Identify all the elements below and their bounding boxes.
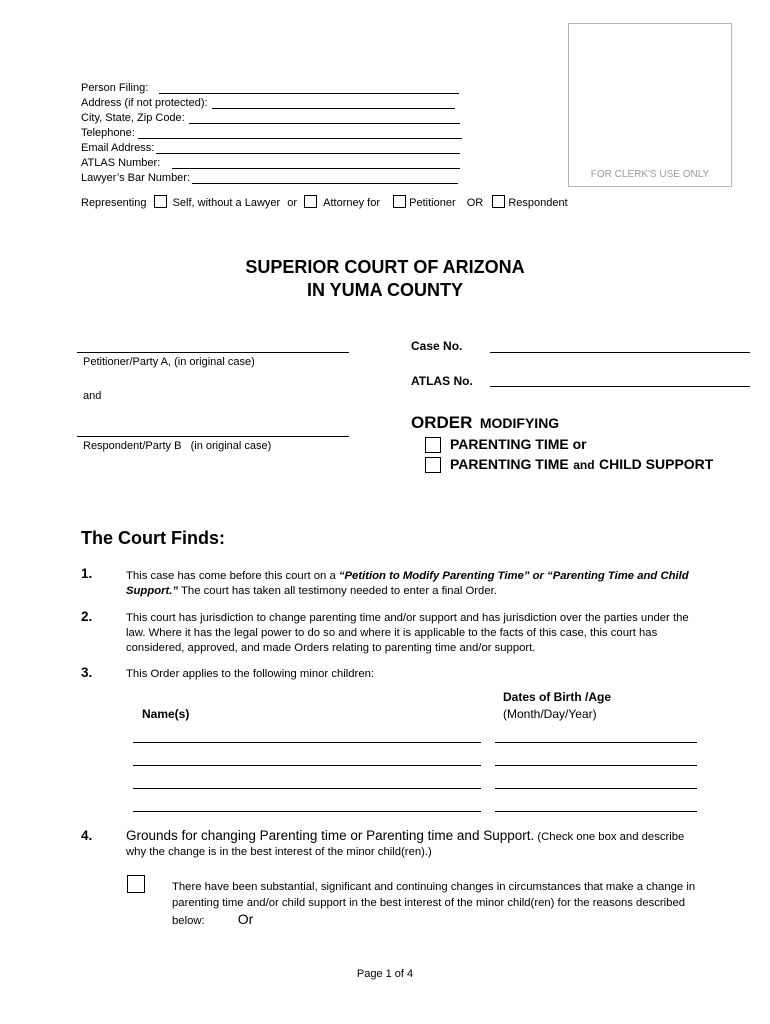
court-title-line2: IN YUMA COUNTY — [306, 280, 463, 300]
representing-row — [81, 195, 568, 209]
or-label: or — [287, 197, 298, 209]
item1-petition-title: “Petition to Modify Parenting Time” or “Parenting Time and Child Support.” — [126, 570, 689, 597]
option2-part-b: and — [573, 458, 595, 472]
telephone-field[interactable] — [138, 138, 462, 139]
respondent-label: Respondent/Party B (in original case) — [83, 440, 272, 452]
address-field[interactable] — [212, 108, 455, 109]
attorney-label: Attorney for — [323, 197, 381, 209]
item1-text — [126, 569, 706, 599]
parenting-time-label: PARENTING TIME or — [450, 436, 587, 452]
court-title-line1: SUPERIOR COURT OF ARIZONA — [245, 257, 525, 277]
parenting-time-support-label — [450, 456, 713, 474]
child-name-field-2[interactable] — [133, 765, 481, 766]
item1-number: 1. — [81, 566, 93, 581]
child-dob-field-2[interactable] — [495, 765, 697, 766]
atlas-number-field[interactable] — [172, 168, 460, 169]
child-name-field-3[interactable] — [133, 788, 481, 789]
option2-part-c: CHILD SUPPORT — [599, 456, 714, 472]
child-dob-field-3[interactable] — [495, 788, 697, 789]
atlas-no-label: ATLAS No. — [411, 374, 473, 388]
dob-format-label: (Month/Day/Year) — [503, 707, 597, 721]
court-finds-heading: The Court Finds: — [81, 528, 225, 548]
order-title — [411, 413, 559, 433]
email-label: Email Address: — [81, 142, 155, 154]
respondent-name-field[interactable] — [77, 436, 349, 437]
item2-number: 2. — [81, 609, 93, 624]
court-title — [0, 256, 770, 302]
item4-note: (Check one box and describe why the change is in the best interest of the minor child(ren).) — [126, 831, 685, 858]
clerk-use-box — [568, 23, 732, 187]
item3-text: This Order applies to the following minor children: — [126, 668, 375, 680]
atlas-no-field[interactable] — [490, 386, 750, 387]
representing-label: Representing — [81, 197, 147, 209]
or-caps-label: OR — [466, 197, 484, 209]
respondent-label: Respondent — [508, 197, 568, 209]
child-dob-field-1[interactable] — [495, 742, 697, 743]
clerk-use-label: FOR CLERK'S USE ONLY — [590, 169, 710, 180]
parenting-time-support-checkbox[interactable] — [425, 457, 441, 473]
item4-number: 4. — [81, 828, 93, 843]
person-filing-field[interactable] — [159, 93, 459, 94]
option2-part-a: PARENTING TIME — [450, 456, 569, 472]
child-name-field-4[interactable] — [133, 811, 481, 812]
names-column-label: Name(s) — [142, 707, 190, 721]
or-separator: Or — [237, 911, 254, 927]
dob-column-label: Dates of Birth /Age — [503, 690, 612, 704]
page-number: Page 1 of 4 — [356, 968, 414, 980]
self-checkbox[interactable] — [154, 195, 167, 208]
item1-part-c: The court has taken all testimony needed to enter a final Order. — [181, 585, 497, 597]
and-label: and — [83, 390, 102, 402]
order-word: ORDER — [411, 413, 473, 432]
case-no-field[interactable] — [490, 352, 750, 353]
petitioner-label: Petitioner — [409, 197, 456, 209]
changed-circumstances-label: There have been substantial, significant and continuing changes in circumstances that make a change in parenting time and/or child support in the best interest of the minor child(ren) for the reasons described below: — [172, 881, 696, 927]
changed-circumstances-text — [172, 879, 702, 929]
petitioner-name-field[interactable] — [77, 352, 349, 353]
case-no-label: Case No. — [411, 339, 463, 353]
address-label: Address (if not protected): — [81, 97, 208, 109]
bar-number-field[interactable] — [192, 183, 458, 184]
respondent-checkbox[interactable] — [492, 195, 505, 208]
item4-title: Grounds for changing Parenting time or Parenting time and Support. — [126, 828, 535, 843]
child-name-field-1[interactable] — [133, 742, 481, 743]
self-label: Self, without a Lawyer — [172, 197, 281, 209]
item1-part-a: This case has come before this court on a — [126, 570, 336, 582]
petitioner-label: Petitioner/Party A, (in original case) — [83, 356, 255, 368]
email-field[interactable] — [156, 153, 460, 154]
child-dob-field-4[interactable] — [495, 811, 697, 812]
city-state-zip-field[interactable] — [189, 123, 460, 124]
item4-text — [126, 828, 706, 860]
parenting-time-checkbox[interactable] — [425, 437, 441, 453]
changed-circumstances-checkbox[interactable] — [127, 875, 145, 893]
person-filing-label: Person Filing: — [81, 82, 149, 94]
attorney-checkbox[interactable] — [304, 195, 317, 208]
modifying-word: MODIFYING — [479, 415, 560, 431]
item2-text: This court has jurisdiction to change parenting time and/or support and has jurisdiction over the parties under the law. Where it has the legal power to do so and where it is applicable to the facts of this case, this court has considered, approved, and made Orders relating to parenting time and/or support. — [126, 612, 689, 654]
atlas-number-label: ATLAS Number: — [81, 157, 161, 169]
bar-number-label: Lawyer’s Bar Number: — [81, 172, 191, 184]
telephone-label: Telephone: — [81, 127, 135, 139]
petitioner-checkbox[interactable] — [393, 195, 406, 208]
city-state-zip-label: City, State, Zip Code: — [81, 112, 185, 124]
item3-number: 3. — [81, 665, 93, 680]
